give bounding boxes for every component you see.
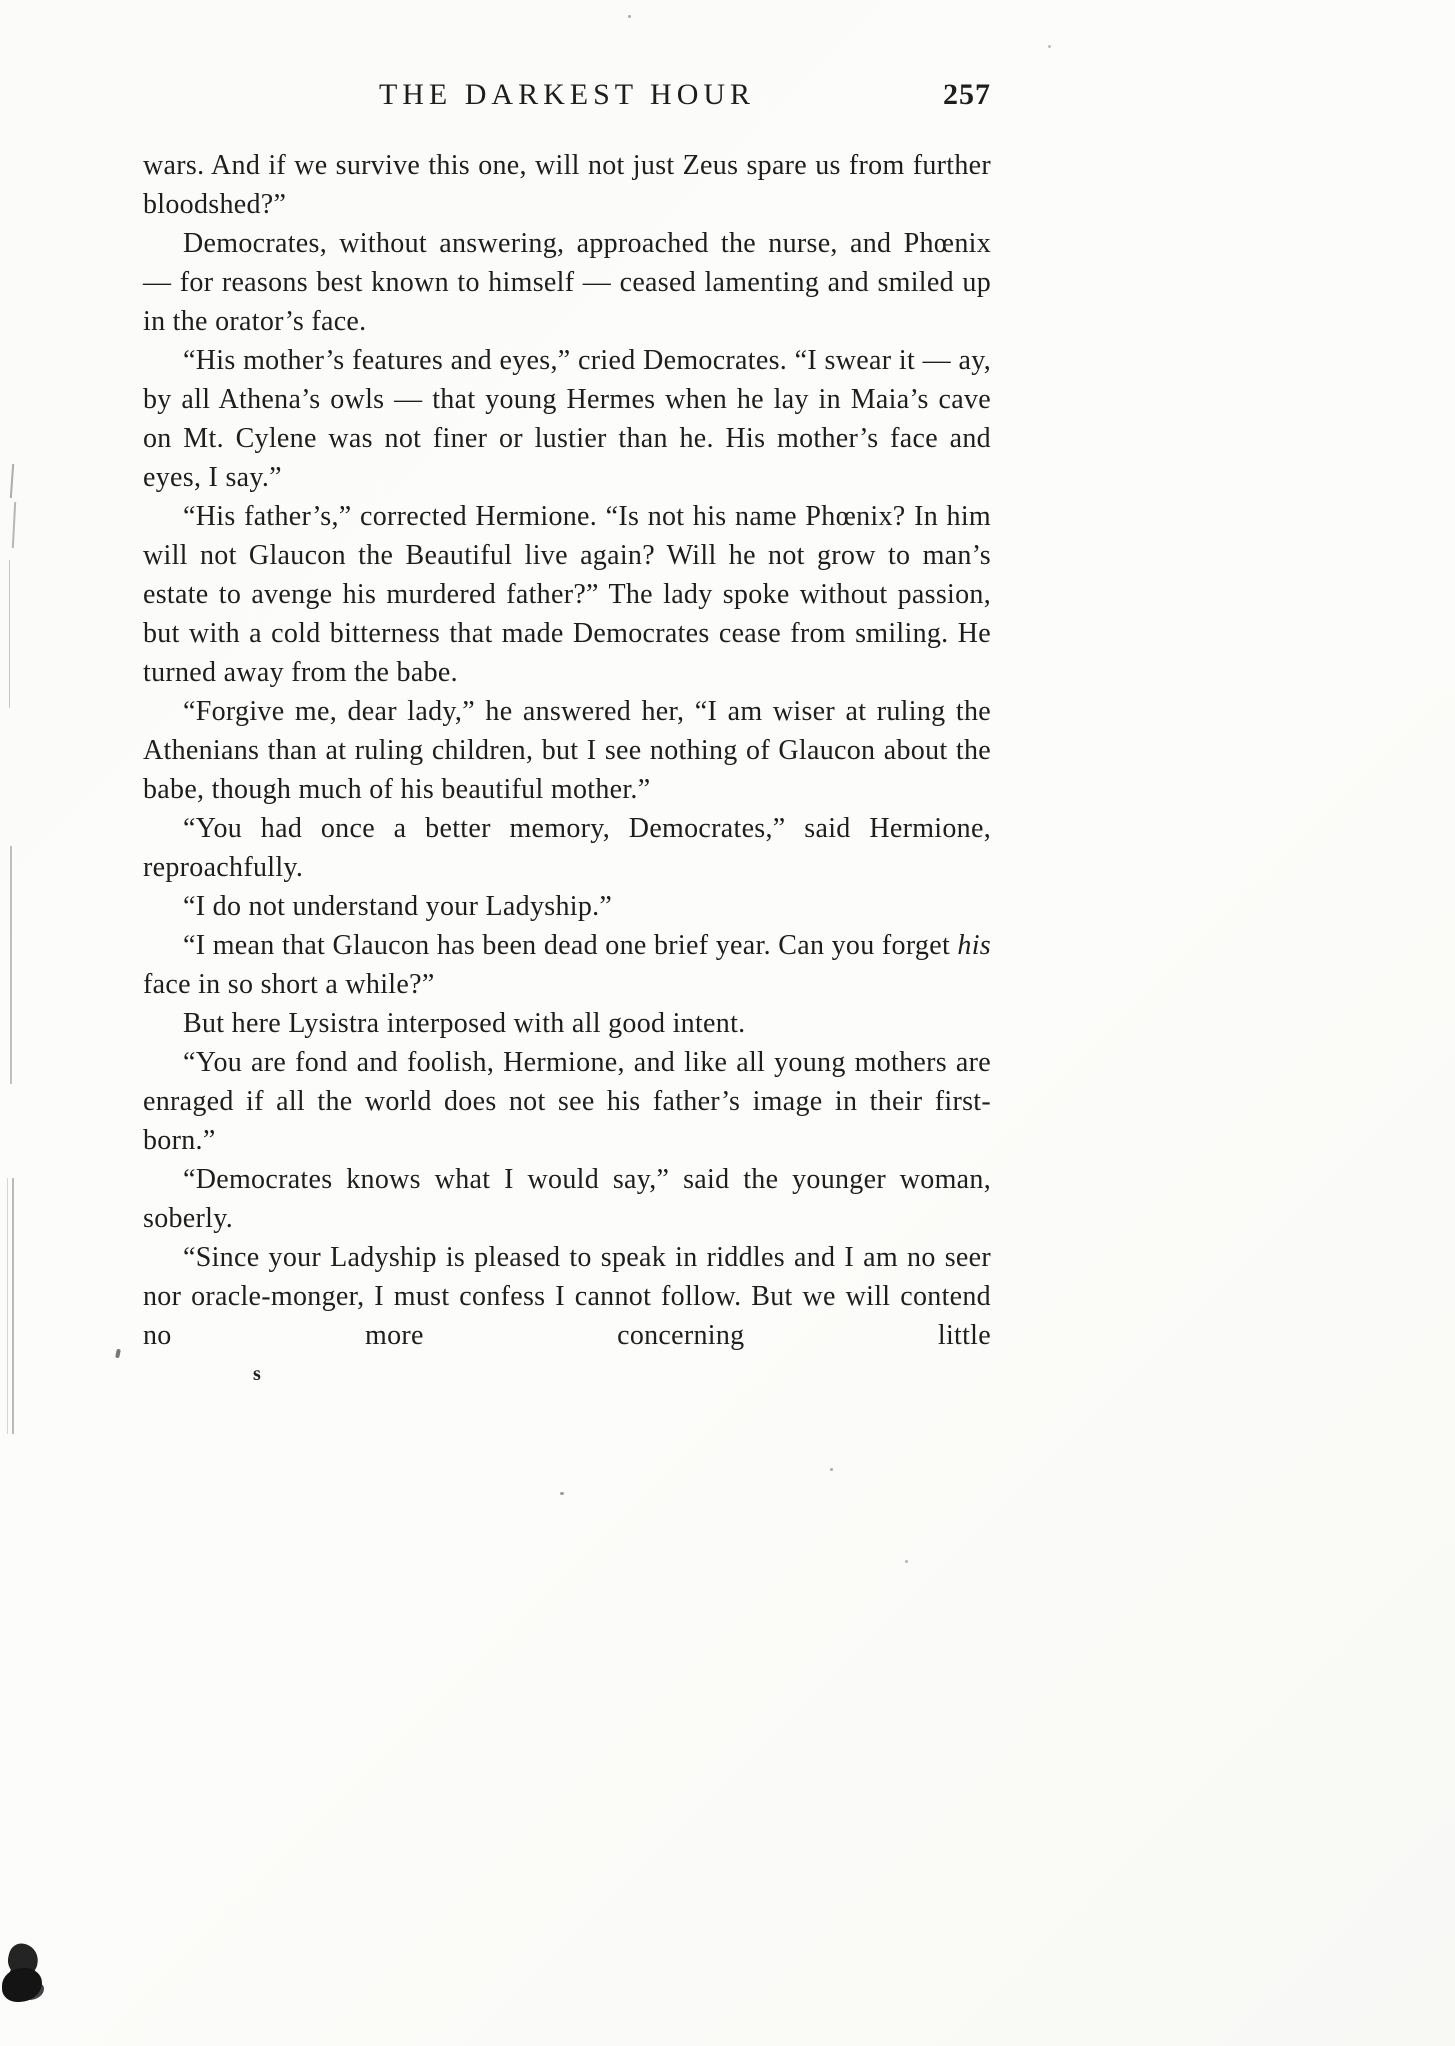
- ink-blot: [2, 1968, 42, 2002]
- ink-blot: [5, 1941, 42, 1979]
- scan-artifact-line: [9, 560, 10, 708]
- paragraph: [143, 887, 991, 926]
- text-segment: “Forgive me, dear lady,” he answered her, “I am wiser at ruling the Athenians than at ruling children, but I see nothing of Glaucon about the babe, though much of his beautiful mother.”: [143, 696, 991, 805]
- text-block: [143, 78, 991, 1386]
- scan-artifact-speck: [628, 15, 631, 18]
- paragraph: [143, 692, 991, 809]
- text-segment: “You are fond and foolish, Hermione, and like all young mothers are enraged if all the world does not see his father’s image in their first-born.”: [143, 1047, 991, 1156]
- paragraph: [143, 497, 991, 692]
- paragraph: [143, 224, 991, 341]
- scan-artifact-speck: [830, 1468, 833, 1471]
- scan-artifact-speck: [1048, 45, 1051, 48]
- paragraph: [143, 926, 991, 1004]
- signature-mark: s: [253, 1363, 261, 1385]
- paragraph: [143, 1160, 991, 1238]
- text-segment: “His father’s,” corrected Hermione. “Is not his name Phœnix? In him will not Glaucon the Beautiful live again? Will he not grow to man’s estate to avenge his murdered father?” The lady spoke without passion, but with a cold bitterness that made Democrates cease from smiling. He turned away from the babe.: [143, 501, 991, 688]
- scan-artifact-tick: [10, 464, 14, 498]
- text-segment: “Democrates knows what I would say,” said the younger woman, soberly.: [143, 1164, 991, 1234]
- text-segment: wars. And if we survive this one, will not just Zeus spare us from further bloodshed?”: [143, 150, 991, 220]
- scan-artifact-tick: [12, 502, 16, 548]
- text-segment: “Since your Ladyship is pleased to speak in riddles and I am no seer nor oracle-monger, I must confess I cannot follow. But we will contend no more concerning little: [143, 1242, 991, 1351]
- paragraph: [143, 341, 991, 497]
- scan-artifact-line: [12, 1178, 14, 1434]
- text-segment: “You had once a better memory, Democrates,” said Hermione, reproachfully.: [143, 813, 991, 883]
- paragraph: [143, 1238, 991, 1355]
- page-body: [143, 146, 991, 1355]
- text-segment: “I do not understand your Ladyship.”: [183, 891, 613, 922]
- page-header: [143, 78, 991, 122]
- scan-artifact-mark: [115, 1349, 121, 1359]
- paragraph: [143, 1043, 991, 1160]
- running-head-title: THE DARKEST HOUR: [378, 78, 756, 111]
- italic-text: his: [957, 930, 991, 961]
- text-segment: “I mean that Glaucon has been dead one brief year. Can you forget: [183, 930, 958, 961]
- scan-artifact-line: [7, 1178, 8, 1434]
- paragraph: [143, 146, 991, 224]
- text-segment: face in so short a while?”: [143, 969, 435, 1000]
- page-number: 257: [943, 78, 991, 111]
- text-segment: Democrates, without answering, approached the nurse, and Phœnix — for reasons best known to himself — ceased lamenting and smiled up in the orator’s face.: [143, 228, 991, 337]
- scan-artifact-line: [10, 846, 12, 1084]
- paragraph: [143, 1004, 991, 1043]
- scan-artifact-speck: [905, 1560, 908, 1563]
- text-segment: But here Lysistra interposed with all good intent.: [183, 1008, 746, 1039]
- scan-artifact-speck: [560, 1492, 564, 1495]
- text-segment: “His mother’s features and eyes,” cried Democrates. “I swear it — ay, by all Athena’s owls — that young Hermes when he lay in Maia’s cave on Mt. Cylene was not finer or lustier than he. His mother’s face and eyes, I say.”: [143, 345, 991, 493]
- paragraph: [143, 809, 991, 887]
